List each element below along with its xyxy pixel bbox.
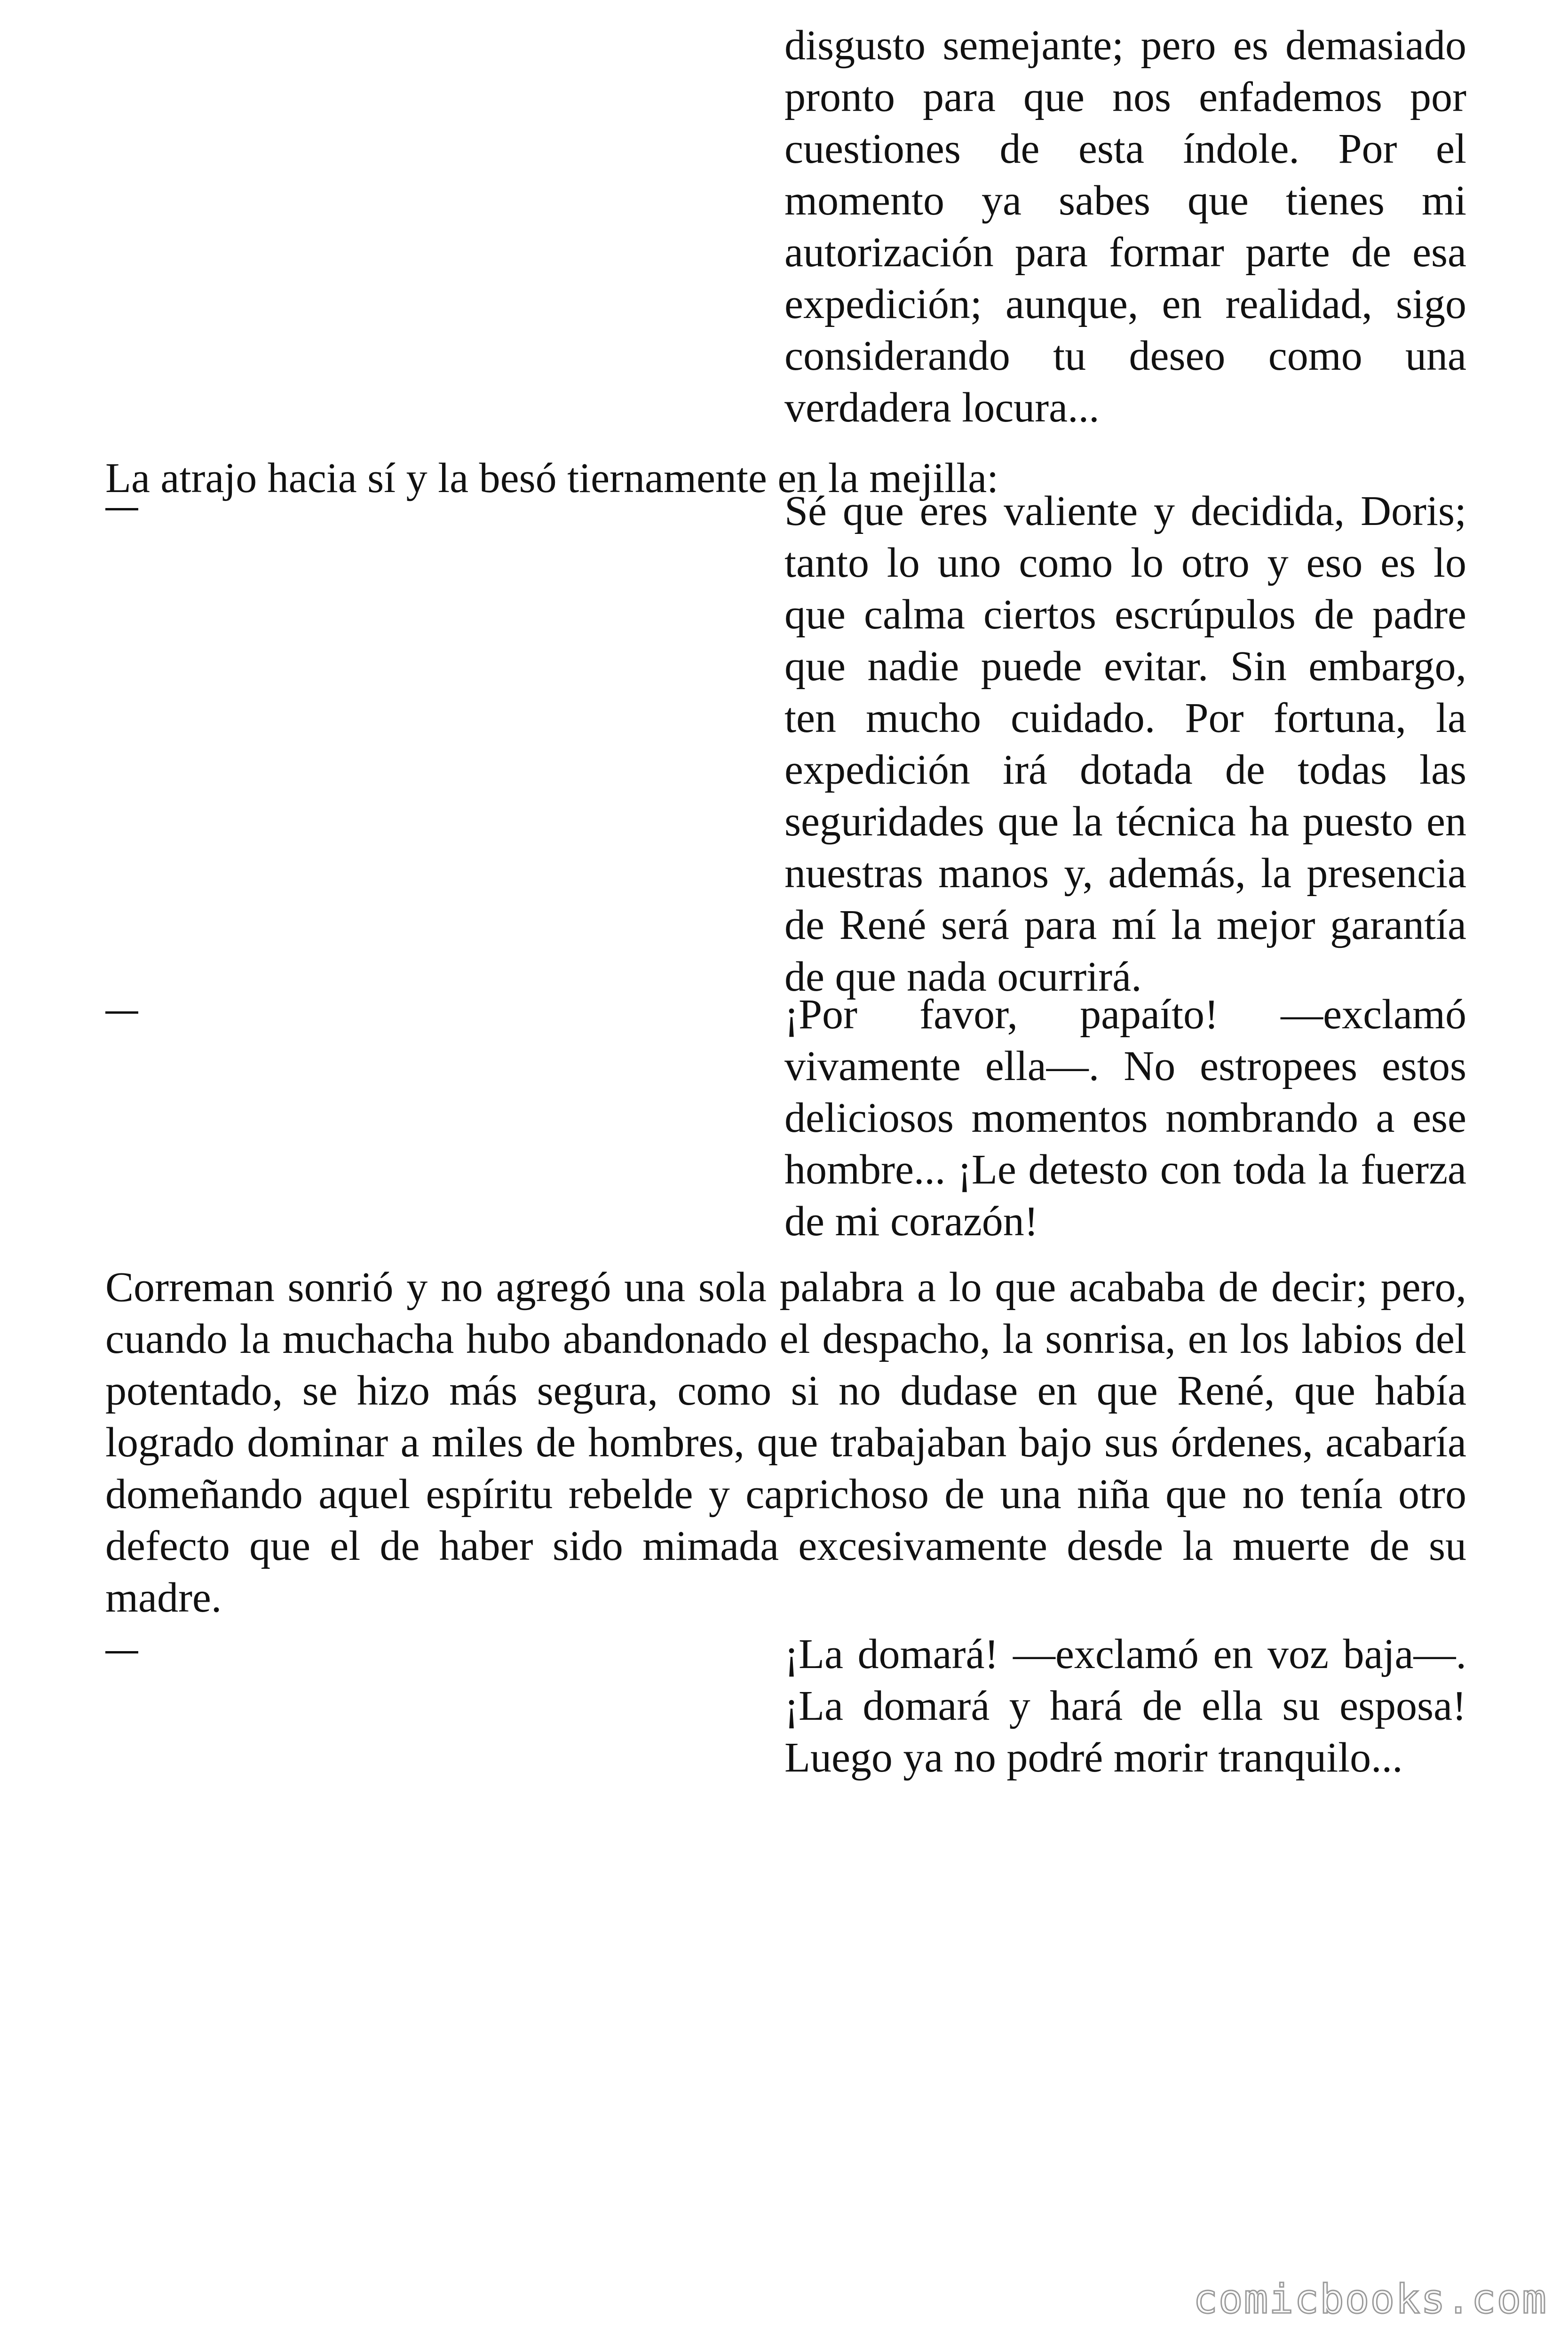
paragraph-dialogue-3: ¡Por favor, papaíto! —exclamó vivamente ella—. No estropees estos deliciosos momentos nombrando a ese hombre... ¡Le detesto con toda la fuerza de mi corazón! [784,991,1466,1245]
paragraph-dialogue-4: ¡La domará! —exclamó en voz baja—. ¡La domará y hará de ella su esposa! Luego ya no podré morir tranquilo... [784,1631,1466,1781]
watermark-text: comicbooks.com [1193,2276,1547,2323]
dialogue-dash-2 [105,1011,138,1014]
dialogue-dash-1 [105,508,138,510]
paragraph-narration-2: Correman sonrió y no agregó una sola palabra a lo que acababa de decir; pero, cuando la muchacha hubo abandonado el despacho, la sonrisa, en los labios del potentado, se hizo más segura, como si no dudase en que René, que había logrado dominar a miles de hombres, que trabajaban bajo sus órdenes, acabaría domeñando aquel espíritu rebelde y caprichoso de una niña que no tenía otro defecto que el de haber sido mimada excesivamente desde la muerte de su madre. [105,1264,1466,1621]
paragraph-narration-1: La atrajo hacia sí y la besó tiernamente en la mejilla: [105,455,999,501]
dialogue-dash-3 [105,1651,138,1653]
paragraph-dialogue-2: Sé que eres valiente y decidida, Doris; tanto lo uno como lo otro y eso es lo que calma ciertos escrúpulos de padre que nadie puede evitar. Sin embargo, ten mucho cuidado. Por fortuna, la expedición irá dotada de todas las seguridades que la técnica ha puesto en nuestras manos y, además, la presencia de René será para mí la mejor garantía de que nada ocurrirá. [784,488,1466,1000]
paragraph-dialogue-1: disgusto semejante; pero es demasiado pronto para que nos enfademos por cuestiones de esta índole. Por el momento ya sabes que tienes mi autorización para formar parte de esa expedición; aunque, en realidad, sigo considerando tu deseo como una verdadera locura... [784,22,1466,431]
